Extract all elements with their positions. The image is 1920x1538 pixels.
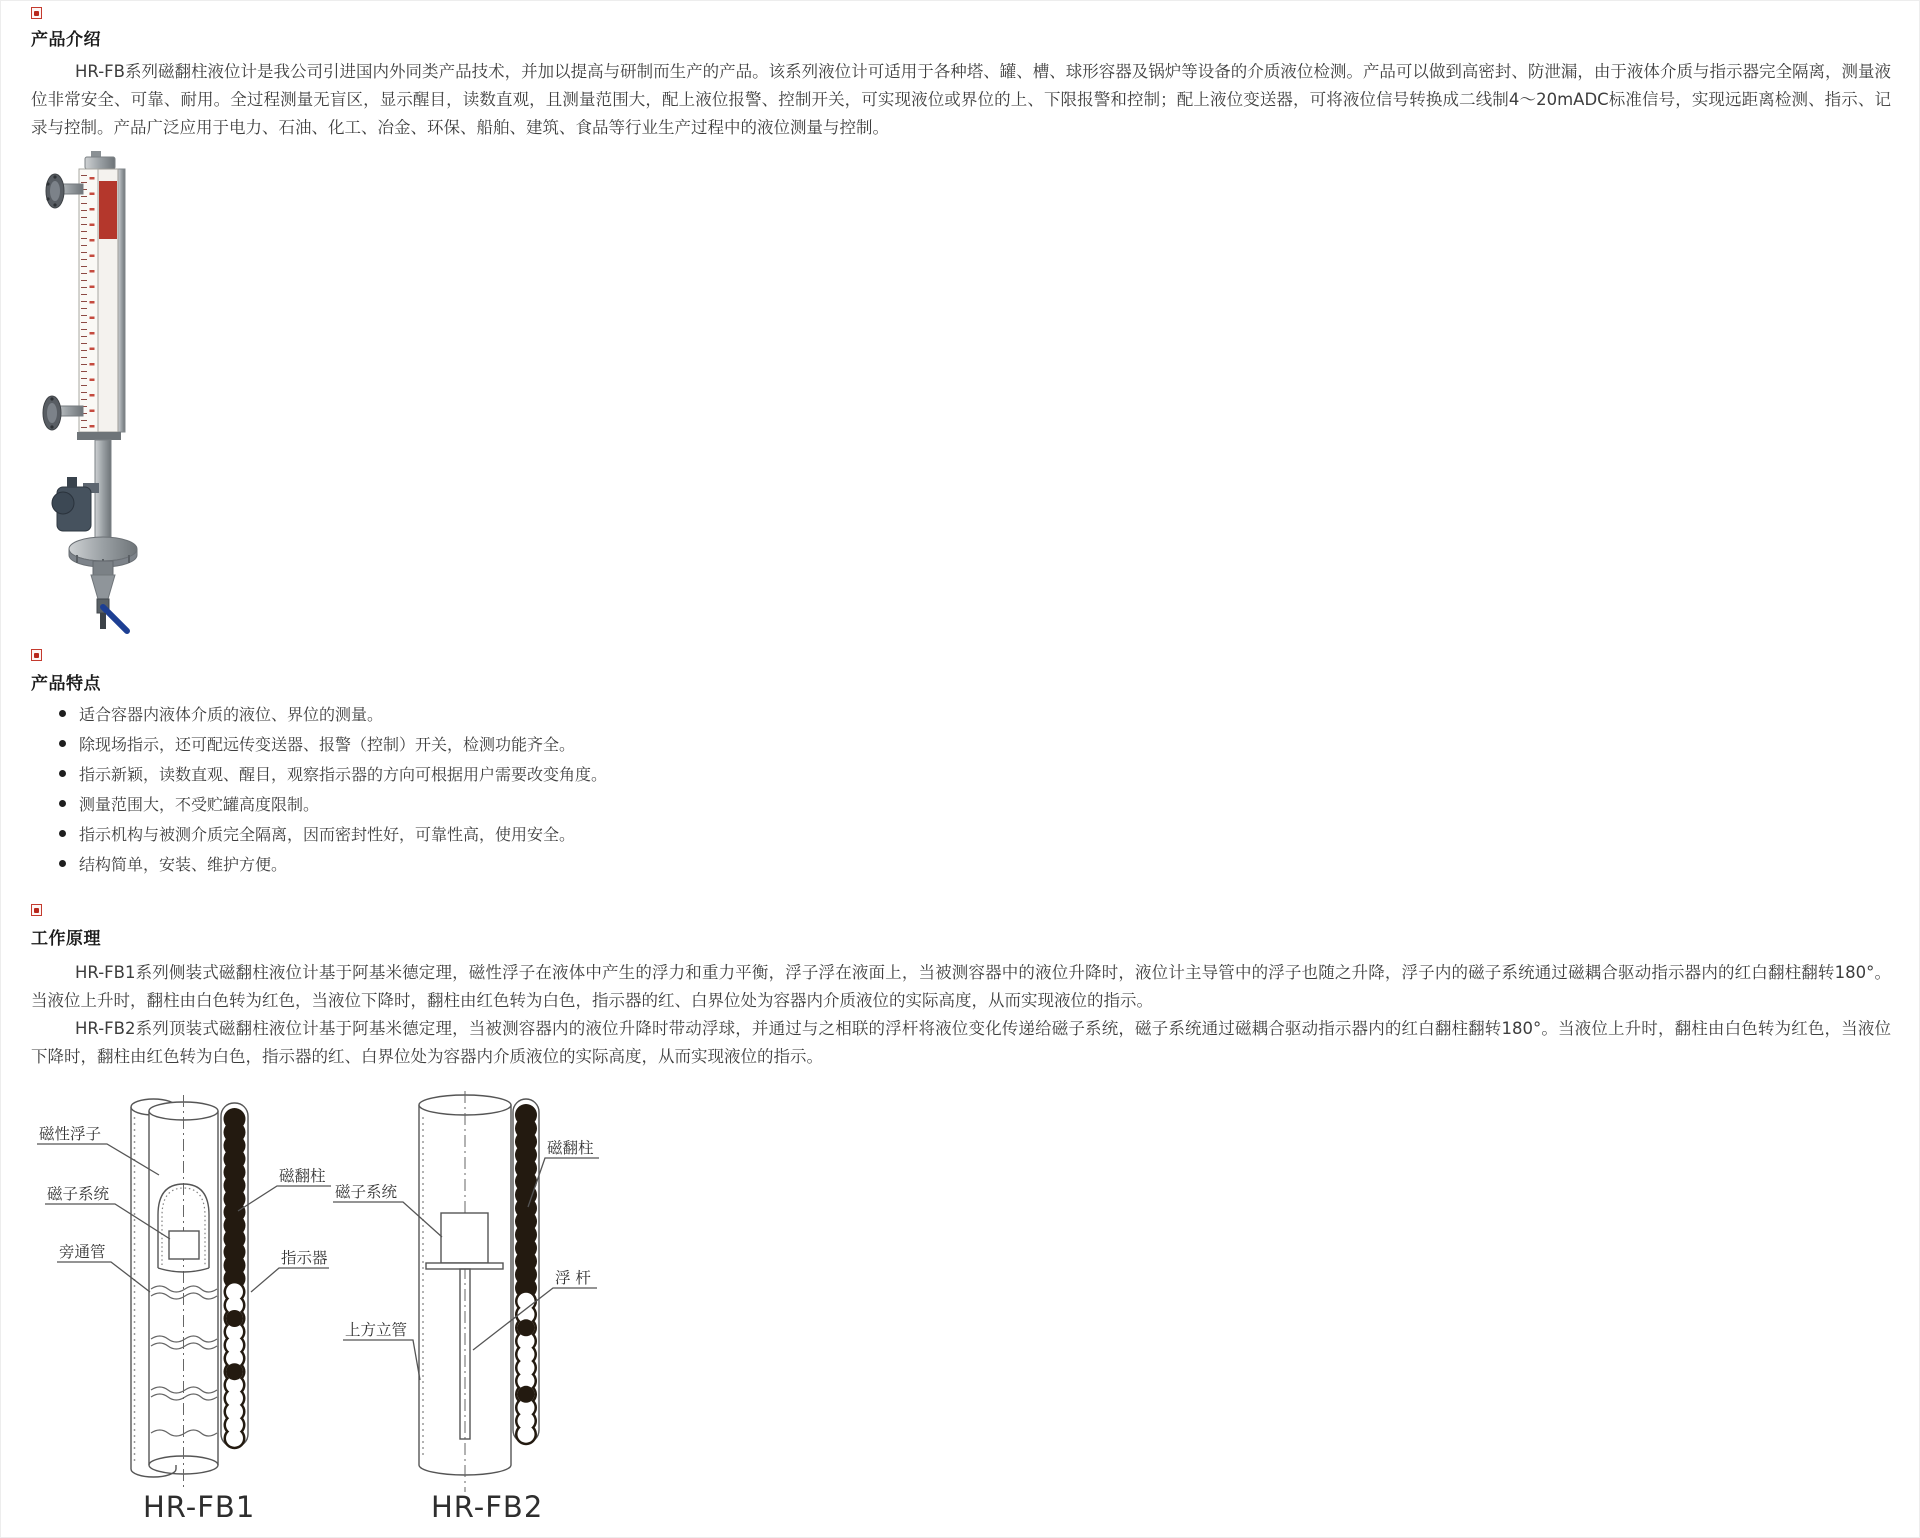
fb1-bypass-pipe: [149, 1095, 218, 1487]
feature-text: 指示机构与被测介质完全隔离，因而密封性好，可靠性高，使用安全。: [79, 824, 576, 844]
principle-paragraphs: [31, 959, 1891, 1071]
intro-paragraph: [31, 58, 1891, 142]
feature-item: [59, 758, 607, 788]
feature-text: 除现场指示，还可配远传变送器、报警（控制）开关，检测功能齐全。: [79, 734, 576, 754]
principle-heading: 工作原理: [31, 929, 101, 949]
feature-item: [59, 818, 607, 848]
gauge-upper-flange: [46, 174, 83, 208]
valve-handle: [103, 607, 127, 631]
fb2-label-column: 磁翻柱: [547, 1139, 594, 1157]
features-list: [59, 698, 607, 878]
gauge-top-cap: [85, 151, 115, 169]
diagram-fb2: [331, 1087, 621, 1537]
diagram-fb1: [31, 1087, 341, 1537]
fb1-leader-column: [238, 1186, 331, 1211]
principle-paragraph-fb2: HR-FB2系列顶装式磁翻柱液位计基于阿基米德定理，当被测容器内的液位升降时带动浮球，并通过与之相联的浮杆将液位变化传递给磁子系统，磁子系统通过磁耦合驱动指示器内的红白翻柱翻转180°。当液位上升时，翻柱由白色转为红色，当液位下降时，翻柱由红色转为白色，指示器的红、白界位处为容器内介质液位的实际高度，从而实现液位的指示。: [31, 1019, 1891, 1066]
gauge-scale-strip: [79, 169, 98, 432]
feature-item: [59, 788, 607, 818]
gauge-lower-flange: [43, 396, 83, 430]
bullet-icon: [59, 800, 66, 807]
fb2-label-standpipe: 上方立管: [345, 1321, 408, 1339]
fb1-label-float: 磁性浮子: [39, 1125, 102, 1143]
fb2-label-rod: 浮 杆: [555, 1269, 591, 1287]
fb1-leader-bypass: [57, 1262, 150, 1292]
bullet-icon: [59, 740, 66, 747]
fb1-label-bypass: 旁通管: [59, 1243, 106, 1261]
gauge-bottom-collar: [77, 432, 121, 440]
fb1-leader-float: [37, 1144, 159, 1175]
bullet-icon: [59, 830, 66, 837]
gauge-bottom-flange: [69, 537, 137, 575]
fb1-label-indicator: 指示器: [281, 1249, 328, 1267]
gauge-transmitter: [52, 477, 99, 531]
feature-item: [59, 698, 607, 728]
fb1-label-column: 磁翻柱: [279, 1167, 326, 1185]
fb2-leader-magnet: [333, 1202, 442, 1237]
gauge-indicator-rail: [98, 169, 125, 432]
bullet-icon: [59, 710, 66, 717]
bullet-icon: [59, 770, 66, 777]
fb2-indicator-rail: [513, 1099, 539, 1443]
fb1-leader-indicator: [251, 1268, 329, 1292]
feature-text: 适合容器内液体介质的液位、界位的测量。: [79, 704, 384, 724]
principle-paragraph-fb1: HR-FB1系列侧装式磁翻柱液位计基于阿基米德定理，磁性浮子在液体中产生的浮力和重力平衡，浮子浮在液面上，当被测容器中的液位升降时，液位计主导管中的浮子也随之升降，浮子内的磁子系统通过磁耦合驱动指示器内的红白翻柱翻转180°。当液位上升时，翻柱由白色转为红色，当液位下降时，翻柱由红色转为白色，指示器的红、白界位处为容器内介质液位的实际高度，从而实现液位的指示。: [31, 963, 1891, 1010]
fb2-leader-standpipe: [343, 1340, 420, 1380]
feature-item: [59, 728, 607, 758]
product-photo: [39, 151, 154, 641]
fb2-caption: HR-FB2: [431, 1490, 544, 1524]
fb1-label-magnet: 磁子系统: [47, 1185, 110, 1203]
bullet-icon: [59, 860, 66, 867]
section-marker-icon: [31, 649, 42, 661]
feature-text: 测量范围大，不受贮罐高度限制。: [79, 794, 320, 814]
fb2-standpipe: [419, 1091, 511, 1492]
fb1-magnet-box: [169, 1231, 199, 1259]
section-marker-icon: [31, 7, 42, 19]
feature-text: 结构简单，安装、维护方便。: [79, 854, 288, 874]
fb1-caption: HR-FB1: [143, 1490, 256, 1524]
fb1-indicator-rail: [221, 1103, 248, 1447]
fb2-label-magnet: 磁子系统: [335, 1183, 398, 1201]
intro-heading: 产品介绍: [31, 30, 101, 50]
intro-paragraph-text: HR-FB系列磁翻柱液位计是我公司引进国内外同类产品技术，并加以提高与研制而生产的产品。该系列液位计可适用于各种塔、罐、槽、球形容器及锅炉等设备的介质液位检测。产品可以做到高密封、防泄漏，由于液体介质与指示器完全隔离，测量液位非常安全、可靠、耐用。全过程测量无盲区，显示醒目，读数直观，且测量范围大，配上液位报警、控制开关，可实现液位或界位的上、下限报警和控制；配上液位变送器，可将液位信号转换成二线制4～20mADC标准信号，实现远距离检测、指示、记录与控制。产品广泛应用于电力、石油、化工、冶金、环保、船舶、建筑、食品等行业生产过程中的液位测量与控制。: [31, 62, 1891, 137]
feature-item: [59, 848, 607, 878]
features-heading: 产品特点: [31, 674, 101, 694]
fb2-magnet-box: [441, 1213, 488, 1263]
section-marker-icon: [31, 904, 42, 916]
feature-text: 指示新颖，读数直观、醒目，观察指示器的方向可根据用户需要改变角度。: [79, 764, 608, 784]
gauge-drain-valve: [91, 575, 127, 631]
